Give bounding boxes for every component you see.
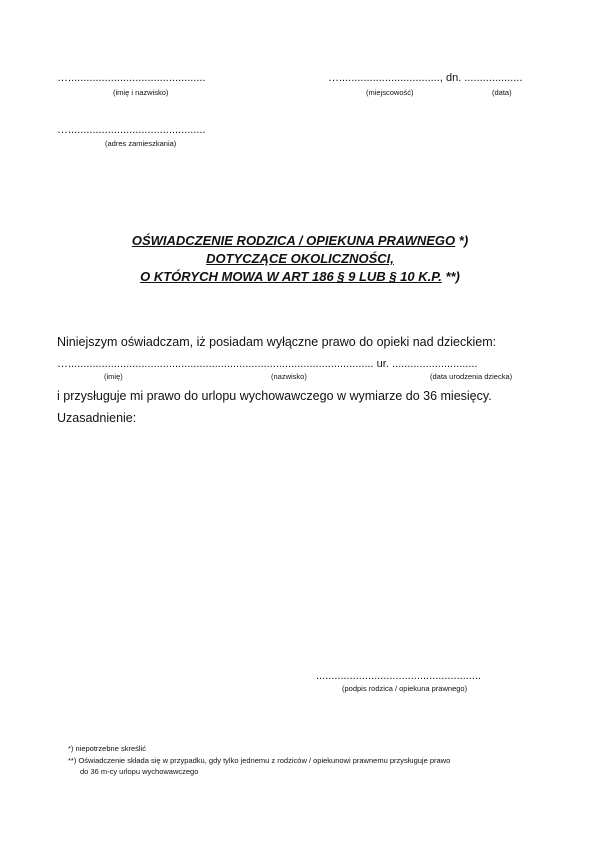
entitlement-text: i przysługuje mi prawo do urlopu wychowawczego w wymiarze do 36 miesięcy. [57,389,492,403]
child-birth-date-label: (data urodzenia dziecka) [430,372,513,381]
title-line-1-text: OŚWIADCZENIE RODZICA / OPIEKUNA PRAWNEGO [131,233,456,248]
title-line-1-footnote-mark: *) [455,233,469,248]
signature-label: (podpis rodzica / opiekuna prawnego) [342,684,468,693]
title-line-3-footnote-mark: **) [441,269,460,284]
child-first-name-label: (imię) [104,372,123,381]
title-line-3 [0,269,600,284]
name-label: (imię i nazwisko) [113,88,169,97]
child-last-name-label: (nazwisko) [271,372,307,381]
signature-dotted-line: ...................................................... [316,670,482,682]
name-dotted-line: …............................................. [57,72,206,84]
title-line-2-text: DOTYCZĄCE OKOLICZNOŚCI, [206,251,394,266]
date-label: (data) [492,88,512,97]
justification-label: Uzasadnienie: [57,411,137,425]
place-label: (miejscowość) [366,88,414,97]
statement-intro: Niniejszym oświadczam, iż posiadam wyłączne prawo do opieki nad dzieckiem: [57,335,497,349]
place-date-dotted-line: …................................., dn. ................... [328,72,523,84]
footnote-2-line-2: do 36 m-cy urlopu wychowawczego [80,767,199,776]
title-line-1 [0,233,600,248]
address-dotted-line: …............................................. [57,124,206,136]
address-label: (adres zamieszkania) [105,139,177,148]
footnote-1: *) niepotrzebne skreślić [68,744,146,753]
child-dotted-line: ….................................................................................................... ur. ............................ [57,358,478,370]
title-line-3-text: O KTÓRYCH MOWA W ART 186 § 9 LUB § 10 K.P. [140,269,442,284]
title-line-2 [0,251,600,266]
footnote-2-line-1: **) Oświadczenie składa się w przypadku, gdy tylko jednemu z rodziców / opiekunowi prawnemu przysługuje prawo [68,756,451,765]
